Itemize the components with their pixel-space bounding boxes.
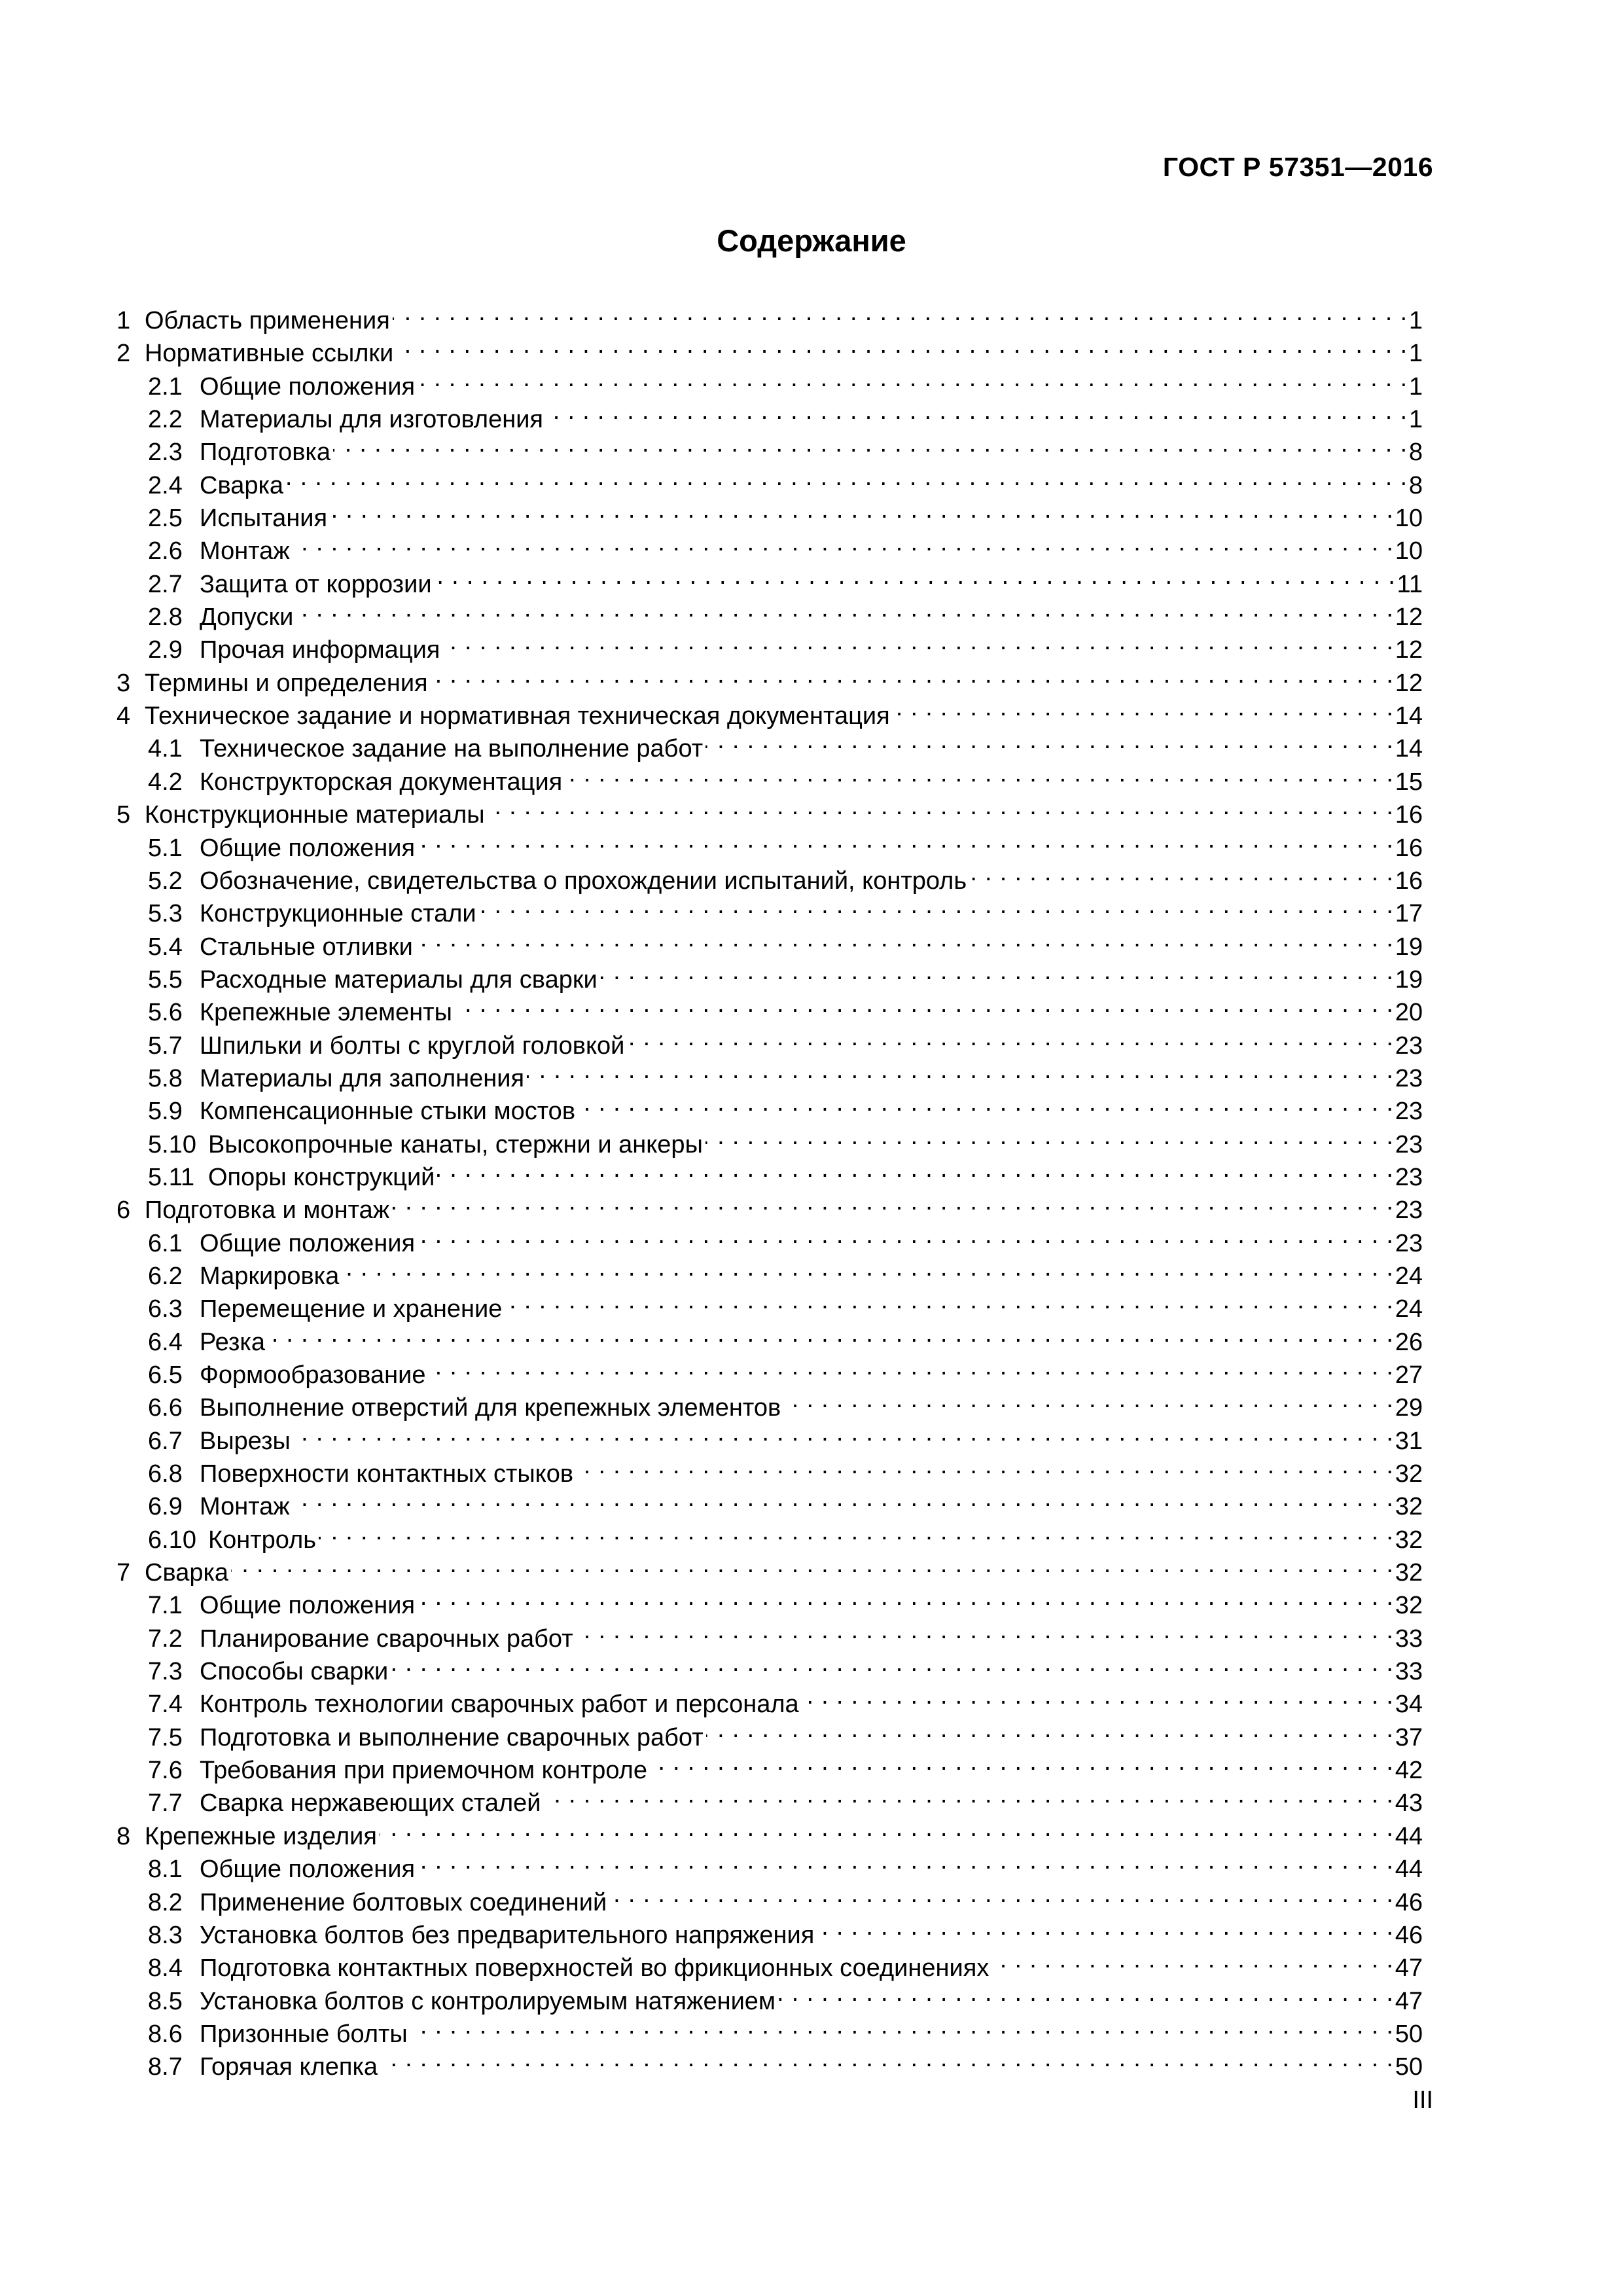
toc-entry-number: 5.1 [148,834,183,862]
toc-entry[interactable] [116,1416,1423,1455]
toc-entry-number: 4.1 [148,735,183,763]
toc-entry-number: 2.9 [148,636,183,664]
toc-entry-page: 32 [1395,1559,1423,1587]
toc-entry-title: Общие положения [200,372,416,401]
page-number: III [1412,2087,1433,2114]
toc-entry-page: 1 [1408,406,1423,434]
toc-entry-number: 7.7 [148,1789,183,1818]
toc-entry-page: 15 [1395,768,1423,796]
toc-entry-page: 44 [1395,1856,1423,1884]
toc-dot-leader [802,1679,1394,1712]
toc-entry-number: 2.5 [148,505,183,533]
toc-entry-page: 14 [1395,735,1423,763]
table-of-contents [116,296,1423,2081]
toc-entry-page: 47 [1395,1987,1423,2015]
toc-entry-page: 29 [1395,1394,1423,1422]
toc-entry-page: 19 [1395,933,1423,961]
toc-entry-page: 1 [1408,340,1423,368]
toc-entry-number: 5.2 [148,867,183,895]
toc-entry-number: 2.3 [148,439,183,467]
toc-entry-page: 46 [1395,1888,1423,1916]
toc-entry-title: Сварка [145,1559,229,1587]
toc-entry[interactable] [116,461,1423,499]
toc-entry-page: 44 [1395,1822,1423,1850]
toc-entry[interactable] [116,1350,1423,1389]
toc-dot-leader [778,1977,1394,2009]
toc-entry-title: Контроль [208,1526,317,1554]
toc-entry-title: Применение болтовых соединений [200,1888,607,1916]
toc-entry-title: Опоры конструкций [208,1163,435,1191]
toc-dot-leader [416,922,1394,955]
toc-dot-leader [578,1086,1394,1119]
toc-entry-page: 27 [1395,1361,1423,1389]
toc-entry-page: 12 [1395,669,1423,697]
toc-entry-title: Требования при приемочном контроле [200,1757,647,1785]
toc-entry-page: 16 [1395,867,1423,895]
toc-dot-leader [286,461,1408,493]
toc-entry-page: 14 [1395,702,1423,730]
toc-entry[interactable] [116,1449,1423,1488]
toc-dot-leader [609,1878,1394,1910]
toc-entry-page: 12 [1395,603,1423,632]
toc-dot-leader [392,1185,1394,1218]
toc-entry-number: 8.3 [148,1921,183,1949]
toc-entry-title: Конструкционные материалы [145,801,485,829]
toc-entry-number: 6.10 [148,1526,196,1554]
toc-entry-title: Расходные материалы для сварки [200,965,597,994]
toc-entry-title: Подготовка контактных поверхностей во фрикционных соединениях [200,1954,990,1982]
toc-entry-number: 6.9 [148,1493,183,1521]
toc-entry-number: 6.3 [148,1295,183,1323]
toc-entry-page: 47 [1395,1954,1423,1982]
toc-dot-leader [706,1713,1394,1746]
toc-dot-leader [330,493,1394,526]
toc-entry-page: 10 [1395,505,1423,533]
toc-entry-title: Монтаж [200,537,290,565]
toc-title: Содержание [717,223,906,258]
toc-entry-number: 8.2 [148,1888,183,1916]
toc-dot-leader [783,1383,1394,1416]
toc-entry-number: 2.7 [148,570,183,598]
toc-entry-number: 8.4 [148,1954,183,1982]
toc-entry-title: Защита от коррозии [200,570,432,598]
toc-entry-number: 5.6 [148,999,183,1027]
toc-entry-page: 19 [1395,965,1423,994]
toc-entry-title: Прочая информация [200,636,440,664]
toc-entry-number: 2.6 [148,537,183,565]
toc-dot-leader [293,1416,1394,1449]
toc-entry-title: Способы сварки [200,1658,389,1686]
toc-dot-leader [393,296,1408,329]
toc-dot-leader [565,757,1393,790]
toc-dot-leader [991,1943,1393,1976]
toc-entry-number: 4 [116,702,131,730]
toc-entry-title: Контроль технологии сварочных работ и персонала [200,1691,799,1719]
toc-entry-title: Установка болтов без предварительного напряжения [200,1921,815,1949]
toc-entry-title: Нормативные ссылки [145,340,394,368]
toc-entry-page: 31 [1395,1427,1423,1455]
toc-entry-title: Сварка нержавеющих сталей [200,1789,541,1818]
toc-entry-page: 24 [1395,1295,1423,1323]
toc-entry-number: 7.4 [148,1691,183,1719]
toc-entry-title: Подготовка [200,439,331,467]
toc-entry[interactable] [116,1581,1423,1620]
toc-entry-title: Область применения [145,307,390,334]
toc-entry[interactable] [116,1482,1423,1521]
toc-dot-leader [576,1614,1394,1647]
toc-dot-leader [817,1910,1393,1943]
toc-entry-title: Конструкторская документация [200,768,563,796]
toc-dot-leader [319,1515,1394,1548]
toc-entry-page: 23 [1395,1196,1423,1225]
toc-entry[interactable] [116,493,1423,533]
toc-dot-leader [544,1778,1394,1811]
toc-entry-title: Обозначение, свидетельства о прохождении испытаний, контроль [200,867,967,895]
toc-dot-leader [479,889,1394,922]
toc-entry-page: 33 [1395,1658,1423,1686]
toc-entry-page: 23 [1395,1098,1423,1126]
toc-entry-number: 5.11 [148,1163,195,1191]
toc-entry-number: 6.8 [148,1460,183,1488]
toc-entry-number: 2.1 [148,372,183,401]
toc-entry-number: 6 [116,1196,131,1225]
toc-dot-leader [333,427,1408,460]
toc-entry[interactable] [116,625,1423,664]
toc-entry-number: 8.7 [148,2053,183,2081]
toc-entry-title: Допуски [200,603,294,632]
toc-entry-page: 37 [1395,1723,1423,1751]
toc-entry-page: 23 [1395,1163,1423,1191]
toc-entry-page: 11 [1397,570,1423,598]
toc-entry-title: Техническое задание и нормативная техническая документация [145,702,890,730]
toc-dot-leader [268,1318,1394,1350]
toc-dot-leader [705,724,1394,757]
toc-entry-page: 50 [1395,2053,1423,2081]
toc-entry-title: Маркировка [200,1262,340,1290]
toc-entry-title: Конструкционные стали [200,900,476,928]
toc-entry-page: 1 [1408,372,1423,401]
toc-dot-leader [429,1350,1394,1383]
toc-entry-title: Резка [200,1328,265,1356]
toc-dot-leader [396,329,1408,361]
toc-dot-leader [431,658,1394,691]
toc-entry-title: Крепежные элементы [200,999,452,1027]
toc-entry-number: 7 [116,1559,131,1587]
toc-entry-title: Высокопрочные канаты, стержни и анкеры [208,1130,703,1158]
toc-entry-number: 2.4 [148,471,183,499]
toc-entry-page: 32 [1395,1592,1423,1620]
toc-entry-page: 23 [1395,1031,1423,1060]
toc-entry-title: Выполнение отверстий для крепежных элементов [200,1394,781,1422]
toc-dot-leader [527,1054,1394,1086]
toc-entry-title: Поверхности контактных стыков [200,1460,574,1488]
toc-entry-number: 7.1 [148,1592,183,1620]
toc-entry-page: 32 [1395,1526,1423,1554]
toc-entry[interactable] [116,526,1423,565]
toc-entry-title: Установка болтов с контролируемым натяжением [200,1987,776,2015]
toc-entry-page: 42 [1395,1757,1423,1785]
toc-entry-page: 24 [1395,1262,1423,1290]
toc-entry-number: 2.8 [148,603,183,632]
toc-entry[interactable] [116,1515,1423,1554]
toc-entry-number: 5.3 [148,900,183,928]
toc-entry-page: 23 [1395,1130,1423,1158]
toc-entry-number: 5 [116,801,131,829]
toc-entry-page: 20 [1395,999,1423,1027]
toc-entry-title: Подготовка и выполнение сварочных работ [200,1723,704,1751]
toc-entry-number: 8.6 [148,2020,183,2048]
toc-entry-title: Термины и определения [145,669,428,697]
toc-entry-title: Техническое задание на выполнение работ [200,735,704,763]
toc-entry-title: Шпильки и болты с круглой головкой [200,1031,625,1060]
toc-dot-leader [627,1021,1393,1054]
toc-dot-leader [342,1251,1393,1284]
toc-dot-leader [442,625,1393,658]
toc-dot-leader [293,1482,1394,1515]
toc-entry-title: Планирование сварочных работ [200,1624,573,1653]
toc-entry-page: 10 [1395,537,1423,565]
toc-dot-leader [391,1647,1393,1679]
toc-dot-leader [488,790,1394,823]
toc-entry-page: 32 [1395,1493,1423,1521]
toc-dot-leader [505,1284,1393,1317]
toc-entry[interactable] [116,296,1423,334]
toc-entry-page: 23 [1395,1229,1423,1257]
toc-entry-title: Горячая клепка [200,2053,378,2081]
toc-entry-number: 8 [116,1822,131,1850]
toc-dot-leader [650,1746,1394,1778]
toc-entry-title: Призонные болты [200,2020,408,2048]
toc-entry-number: 7.3 [148,1658,183,1686]
toc-entry-title: Общие положения [200,1856,416,1884]
toc-entry-page: 1 [1408,307,1423,334]
toc-entry-number: 5.5 [148,965,183,994]
toc-entry-title: Материалы для заполнения [200,1064,525,1092]
toc-entry-page: 8 [1408,471,1423,499]
toc-entry-title: Крепежные изделия [145,1822,377,1850]
toc-entry-number: 7.2 [148,1624,183,1653]
toc-entry-page: 50 [1395,2020,1423,2048]
toc-entry-number: 5.7 [148,1031,183,1060]
toc-entry-page: 16 [1395,834,1423,862]
toc-entry-number: 6.5 [148,1361,183,1389]
toc-entry-page: 26 [1395,1328,1423,1356]
toc-entry-number: 5.8 [148,1064,183,1092]
toc-entry-number: 7.6 [148,1757,183,1785]
toc-entry-title: Общие положения [200,1229,416,1257]
toc-entry-number: 2 [116,340,131,368]
toc-dot-leader [293,526,1394,559]
toc-entry-number: 6.1 [148,1229,183,1257]
toc-entry-number: 6.6 [148,1394,183,1422]
toc-entry-page: 12 [1395,636,1423,664]
toc-dot-leader [380,1812,1394,1844]
toc-dot-leader [418,1844,1394,1877]
toc-entry-number: 4.2 [148,768,183,796]
toc-entry-page: 17 [1395,900,1423,928]
toc-entry-number: 6.2 [148,1262,183,1290]
toc-dot-leader [437,1153,1393,1185]
toc-entry-title: Испытания [200,505,328,533]
toc-entry-number: 6.7 [148,1427,183,1455]
toc-entry-title: Материалы для изготовления [200,406,544,434]
toc-entry-title: Общие положения [200,834,416,862]
toc-entry-title: Вырезы [200,1427,291,1455]
toc-entry-page: 43 [1395,1789,1423,1818]
toc-dot-leader [418,823,1394,856]
toc-entry[interactable] [116,1318,1423,1356]
toc-dot-leader [231,1548,1394,1581]
toc-entry-page: 34 [1395,1691,1423,1719]
toc-entry-number: 2.2 [148,406,183,434]
toc-entry-page: 23 [1395,1064,1423,1092]
toc-dot-leader [418,1581,1394,1613]
toc-entry-number: 8.1 [148,1856,183,1884]
toc-dot-leader [418,362,1408,395]
toc-entry-number: 8.5 [148,1987,183,2015]
toc-entry-number: 5.10 [148,1130,196,1158]
toc-entry-title: Монтаж [200,1493,290,1521]
toc-entry[interactable] [116,592,1423,632]
document-code: ГОСТ Р 57351—2016 [1162,152,1433,182]
toc-dot-leader [893,691,1394,724]
toc-entry-number: 5.4 [148,933,183,961]
toc-dot-leader [705,1120,1394,1153]
toc-entry-page: 8 [1408,439,1423,467]
toc-dot-leader [969,856,1394,889]
toc-entry-number: 1 [116,307,131,334]
toc-dot-leader [418,1219,1394,1251]
toc-dot-leader [600,955,1394,988]
toc-dot-leader [380,2042,1394,2075]
toc-entry-page: 32 [1395,1460,1423,1488]
toc-dot-leader [296,592,1393,625]
toc-entry-title: Подготовка и монтаж [145,1196,390,1225]
toc-entry[interactable] [116,560,1423,598]
toc-entry-page: 33 [1395,1624,1423,1653]
toc-entry[interactable] [116,1548,1423,1587]
toc-dot-leader [435,560,1396,592]
toc-dot-leader [410,2009,1394,2042]
toc-entry-title: Формообразование [200,1361,426,1389]
toc-entry-title: Сварка [200,471,284,499]
toc-dot-leader [576,1449,1394,1482]
toc-entry-page: 16 [1395,801,1423,829]
toc-entry-number: 7.5 [148,1723,183,1751]
toc-entry-number: 5.9 [148,1098,183,1126]
toc-entry-title: Компенсационные стыки мостов [200,1098,576,1126]
toc-dot-leader [546,395,1408,427]
toc-entry-title: Стальные отливки [200,933,413,961]
toc-entry-title: Общие положения [200,1592,416,1620]
toc-entry-page: 46 [1395,1921,1423,1949]
toc-entry-number: 3 [116,669,131,697]
toc-dot-leader [455,988,1394,1020]
toc-entry-title: Перемещение и хранение [200,1295,503,1323]
toc-entry-number: 6.4 [148,1328,183,1356]
